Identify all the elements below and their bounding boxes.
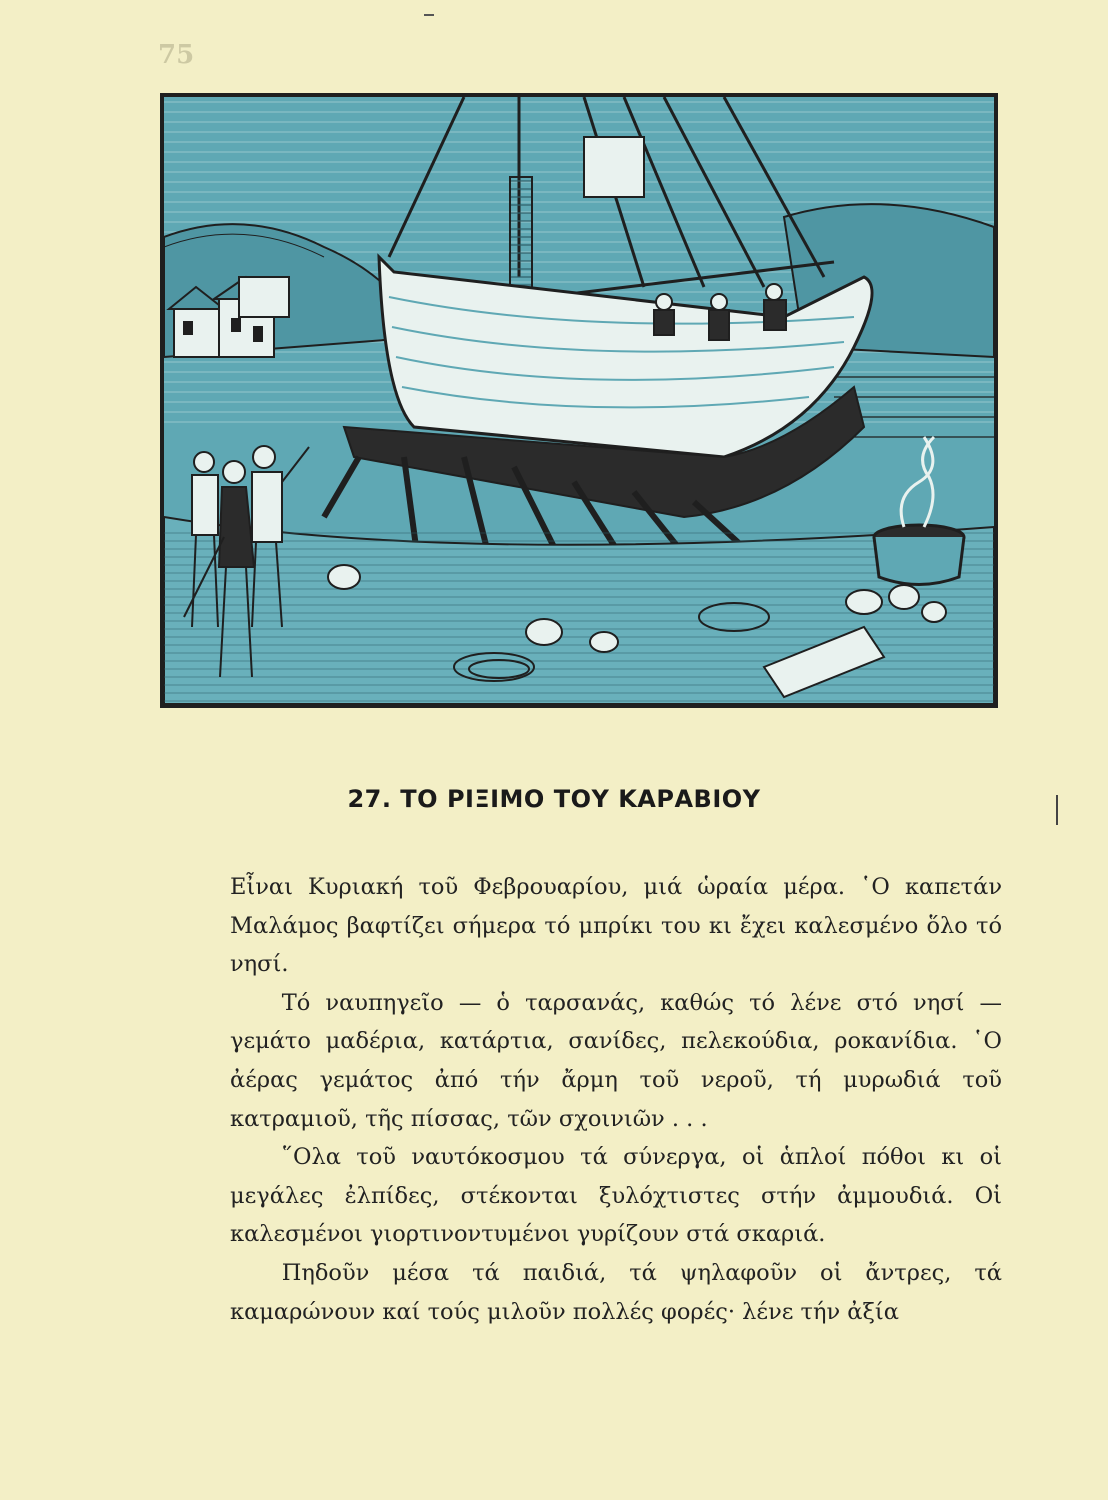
paragraph-1: Εἶναι Κυριακή τοῦ Φεβρουαρίου, μιά ὡραία μέρα. ῾Ο καπετάν Μαλάμος βαφτίζει σήμερα τό μπρίκι του κι ἔχει καλεσμένο ὅλο τό νησί. <box>230 874 1002 978</box>
page-number: 75 <box>158 40 195 70</box>
paragraph-4: Πηδοῦν μέσα τά παιδιά, τά ψηλαφοῦν οἱ ἄντρες, τά καμαρώνουν καί τούς μιλοῦν πολλές φορές· λένε τήν ἀξία <box>230 1259 1002 1325</box>
bleed-through-text <box>170 724 1000 755</box>
paragraph-3: ῞Ολα τοῦ ναυτόκοσμου τά σύνεργα, οἱ ἁπλοί πόθοι κι οἱ μεγάλες ἐλπίδες, στέκονται ξυλόχτιστες στήν ἀμμουδιά. Οἱ καλεσμένοι γιορτινοντυμένοι γυρίζουν στά σκαριά. <box>230 1144 1002 1248</box>
ship-launch-illustration <box>160 93 998 708</box>
chapter-title: 27. ΤΟ ΡΙΞΙΜΟ ΤΟΥ ΚΑΡΑΒΙΟΥ <box>347 785 761 813</box>
paragraph-2: Τό ναυπηγεῖο — ὁ ταρσανάς, καθώς τό λένε στό νησί — γεμάτο μαδέρια, κατάρτια, σανίδες, πελεκούδια, ροκανίδια. ῾Ο ἀέρας γεμάτος ἀπό τήν ἄρμη τοῦ νεροῦ, τή μυρωδιά τοῦ κατραμιοῦ, τῆς πίσσας, τῶν σχοινιῶν . . . <box>230 989 1002 1132</box>
ink-speck <box>424 14 434 16</box>
margin-mark <box>1056 795 1058 825</box>
body-text <box>230 868 1002 1331</box>
